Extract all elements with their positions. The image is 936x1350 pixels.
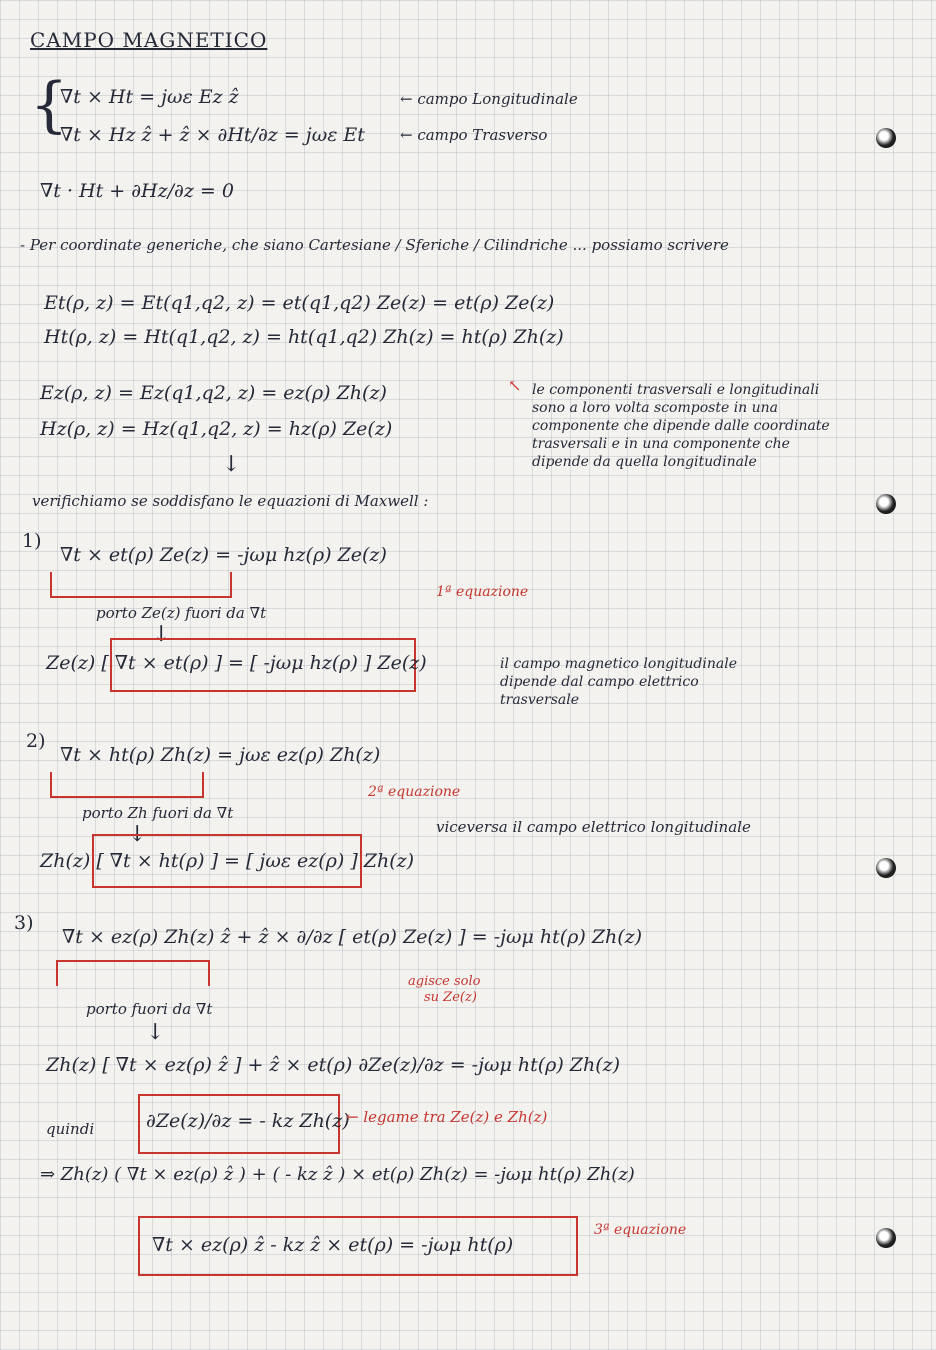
sep-note-4: trasversali e in una componente che xyxy=(532,436,790,452)
step2-eq: ∇t × ht(ρ) Zh(z) = jωε ez(ρ) Zh(z) xyxy=(60,744,381,766)
sep-note-5: dipende da quella longitudinale xyxy=(532,454,757,470)
system-eq2: ∇t × Hz ẑ + ẑ × ∂Ht/∂z = jωε Et xyxy=(60,124,365,146)
step1-note-3: trasversale xyxy=(500,692,580,708)
step2-num: 2) xyxy=(26,730,46,752)
step2-boxed: Zh(z) [ ∇t × ht(ρ) ] = [ jωε ez(ρ) ] Zh(z) xyxy=(40,850,415,872)
step3-eq2: Zh(z) [ ∇t × ez(ρ) ẑ ] + ẑ × et(ρ) ∂Ze(z)/∂z = -jωμ ht(ρ) Zh(z) xyxy=(46,1054,621,1076)
step3-quindi: quindi xyxy=(46,1120,95,1138)
punch-hole xyxy=(876,494,896,514)
step1-out: porto Ze(z) fuori da ∇t xyxy=(96,604,267,622)
system-eq1: ∇t × Ht = jωε Ez ẑ xyxy=(60,86,239,108)
verify-text: verifichiamo se soddisfano le equazioni di Maxwell : xyxy=(32,492,429,510)
sep-et: Et(ρ, z) = Et(q1,q2, z) = et(q1,q2) Ze(z) = et(ρ) Ze(z) xyxy=(44,292,555,314)
step1-bracket xyxy=(50,572,232,598)
sep-note-2: sono a loro volta scomposte in una xyxy=(532,400,779,416)
step1-boxed: Ze(z) [ ∇t × et(ρ) ] = [ -jωμ hz(ρ) ] Ze(z) xyxy=(46,652,427,674)
punch-hole xyxy=(876,128,896,148)
step3-eq3: ⇒ Zh(z) ( ∇t × ez(ρ) ẑ ) + ( - kz ẑ ) × et(ρ) Zh(z) = -jωμ ht(ρ) Zh(z) xyxy=(40,1164,635,1185)
sep-note-1: le componenti trasversali e longitudinali xyxy=(532,382,820,398)
sep-note-3: componente che dipende dalle coordinate xyxy=(532,418,830,434)
step1-note-1: il campo magnetico longitudinale xyxy=(500,656,737,672)
step2-out: porto Zh fuori da ∇t xyxy=(82,804,234,822)
step2-label: 2ª equazione xyxy=(368,784,461,800)
sep-ht: Ht(ρ, z) = Ht(q1,q2, z) = ht(q1,q2) Zh(z) = ht(ρ) Zh(z) xyxy=(44,326,564,348)
step3-final: ∇t × ez(ρ) ẑ - kz ẑ × et(ρ) = -jωμ ht(ρ) xyxy=(152,1234,514,1256)
step3-label: 3ª equazione xyxy=(594,1222,687,1238)
system-note2: ← campo Trasverso xyxy=(400,126,548,144)
step3-num: 3) xyxy=(14,912,34,934)
step3-out: porto fuori da ∇t xyxy=(86,1000,213,1018)
sep-ez: Ez(ρ, z) = Ez(q1,q2, z) = ez(ρ) Zh(z) xyxy=(40,382,387,404)
note-arrow: ↖ xyxy=(508,376,522,395)
punch-hole xyxy=(876,858,896,878)
step1-eq: ∇t × et(ρ) Ze(z) = -jωμ hz(ρ) Ze(z) xyxy=(60,544,387,566)
step3-arrow: ↓ xyxy=(146,1020,165,1045)
intro-text: - Per coordinate generiche, che siano Cartesiane / Sferiche / Cilindriche ... possiamo scrivere xyxy=(20,236,729,254)
step2-note: viceversa il campo elettrico longitudinale xyxy=(436,818,751,836)
step3-acts-2: su Ze(z) xyxy=(424,990,477,1005)
step1-label: 1ª equazione xyxy=(436,584,529,600)
system-note1: ← campo Longitudinale xyxy=(400,90,578,108)
step2-bracket xyxy=(50,772,204,798)
step3-acts-1: agisce solo xyxy=(408,974,481,989)
down-arrow: ↓ xyxy=(222,452,241,477)
step1-arrow: ↓ xyxy=(152,622,171,647)
divergence-eq: ∇t · Ht + ∂Hz/∂z = 0 xyxy=(40,180,234,202)
step2-arrow: ↓ xyxy=(128,822,147,847)
step3-link-note: ← legame tra Ze(z) e Zh(z) xyxy=(346,1108,548,1126)
punch-hole xyxy=(876,1228,896,1248)
step3-eq: ∇t × ez(ρ) Zh(z) ẑ + ẑ × ∂/∂z [ et(ρ) Ze(z) ] = -jωμ ht(ρ) Zh(z) xyxy=(62,926,643,948)
step3-link: ∂Ze(z)/∂z = - kz Zh(z) xyxy=(146,1110,350,1132)
step1-num: 1) xyxy=(22,530,42,552)
page-title: CAMPO MAGNETICO xyxy=(30,28,268,52)
sep-hz: Hz(ρ, z) = Hz(q1,q2, z) = hz(ρ) Ze(z) xyxy=(40,418,393,440)
step3-bracket xyxy=(56,960,210,986)
step1-note-2: dipende dal campo elettrico xyxy=(500,674,699,690)
system-brace: { xyxy=(30,70,69,140)
